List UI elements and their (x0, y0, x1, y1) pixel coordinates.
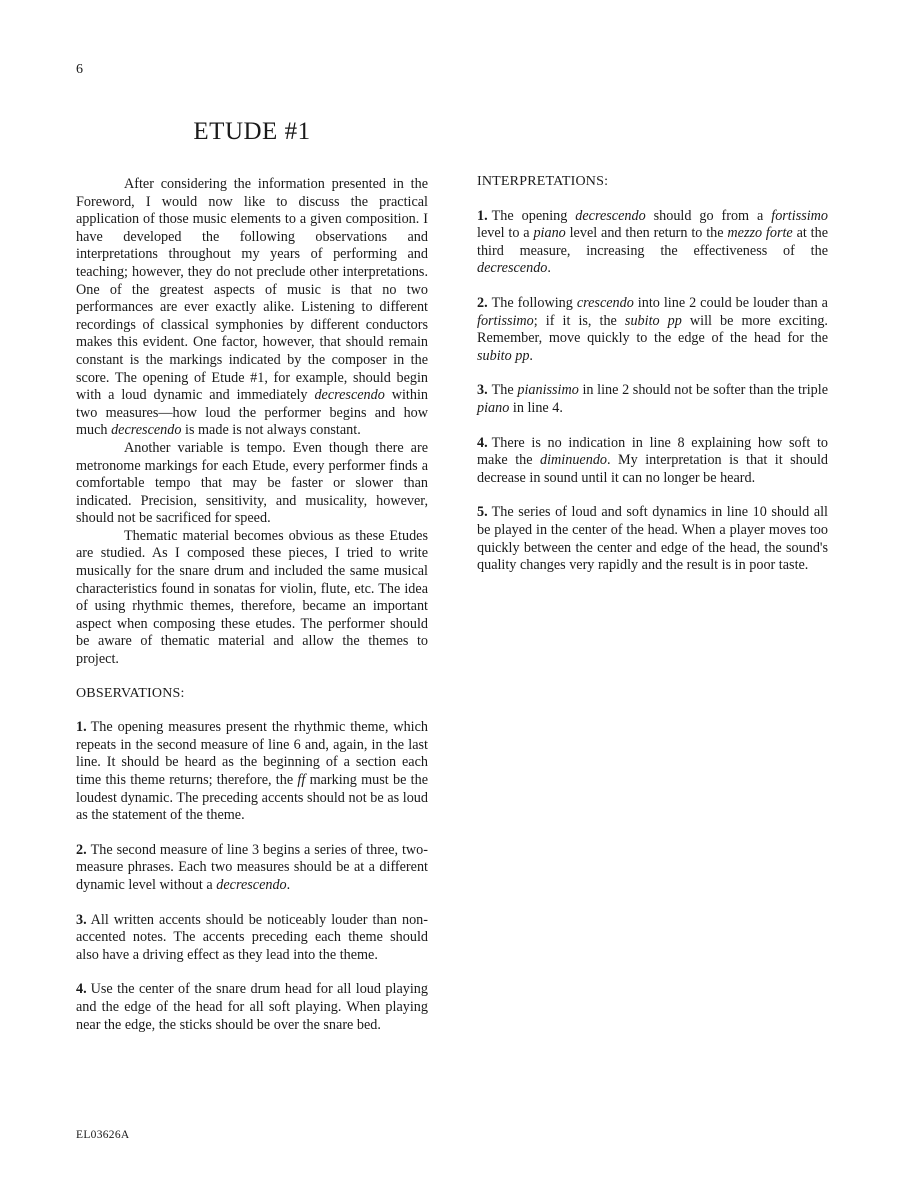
text-run: The opening (491, 207, 576, 224)
interpretation-item (477, 382, 828, 417)
italic-term: mezzo forte (727, 225, 793, 242)
italic-term: decrescendo (111, 422, 182, 439)
left-column (76, 176, 428, 1034)
text-run: should go from a (645, 207, 772, 224)
intro-paragraph (76, 176, 428, 440)
item-number: 5. (477, 504, 488, 521)
italic-term: decrescendo (477, 260, 548, 277)
interpretations-heading: INTERPRETATIONS: (477, 174, 609, 189)
italic-term: piano (533, 225, 566, 242)
text-run: Use the center of the snare drum head for all loud playing and the edge of the head for all soft playing. When playing near the edge, the sticks should be over the snare bed. (76, 981, 428, 1033)
text-run: The series of loud and soft dynamics in line 10 should all be played in the center of the head. When a player moves too quickly between the center and edge of the head, the sound's quality changes very rapidly and the result is in poor taste. (477, 504, 828, 574)
text-run: will be more exciting. Remember, move quickly to the edge of the head for the (477, 312, 828, 347)
text-run: The (491, 382, 518, 399)
item-number: 4. (76, 981, 87, 998)
item-number: 2. (76, 841, 87, 858)
italic-term: piano (477, 399, 510, 416)
text-run: Another variable is tempo. Even though there are metronome markings for each Etude, every performer finds a comfortable tempo that may be faster or slower than indicated. Precision, sensitivity, and musicality, however, should not be sacrificed for speed. (76, 439, 428, 527)
italic-term: fortissimo (771, 207, 829, 224)
observations-list (76, 719, 428, 1034)
text-run: Thematic material becomes obvious as these Etudes are studied. As I composed these pieces, I tried to write musically for the snare drum and included the same musical characteristics found in sonatas for violin, flute, etc. The idea of using rhythmic themes, therefore, became an important aspect when composing these etudes. The performer should be aware of thematic material and allow the themes to project. (76, 527, 428, 668)
observation-item (76, 981, 428, 1034)
text-run: at the third measure, increasing the effectiveness of the (477, 225, 828, 259)
italic-term: ff (297, 772, 306, 788)
italic-term: subito pp (624, 312, 682, 329)
italic-term: subito pp (477, 347, 530, 364)
text-run: All written accents should be noticeably louder than non-accented notes. The accents preceding each theme should also have a driving effect as they lead into the theme. (76, 911, 428, 963)
text-run: . (529, 347, 533, 364)
text-run: . (547, 260, 551, 277)
interpretation-item (477, 295, 828, 365)
observation-item (76, 912, 428, 965)
italic-term: diminuendo (540, 452, 608, 469)
text-run: The following (491, 294, 577, 311)
item-number: 4. (477, 434, 488, 451)
text-run: There is no indication in line 8 explaining how soft to make the (477, 434, 828, 469)
item-number: 1. (76, 719, 87, 736)
text-run: is made is not always constant. (181, 422, 361, 439)
observation-item (76, 842, 428, 895)
interpretations-list (477, 208, 828, 575)
italic-term: decrescendo (575, 207, 646, 224)
italic-term: decrescendo (216, 876, 287, 893)
item-number: 3. (477, 382, 488, 399)
interpretation-item (477, 504, 828, 574)
footer-code: EL03626A (76, 1129, 130, 1141)
text-run: level to a (477, 225, 534, 242)
interpretation-item (477, 435, 828, 488)
text-run: marking must be the loudest dynamic. The preceding accents should not be as loud as the statement of the theme. (76, 772, 428, 824)
text-run: level and then return to the (565, 225, 728, 242)
observations-heading: OBSERVATIONS: (76, 685, 185, 701)
item-number: 3. (76, 911, 87, 928)
text-run: After considering the information presented in the Foreword, I would now like to discuss the practical application of those music elements to a given composition. I have developed the following observations and interpretations throughout my years of performing and teaching; however, they do not preclude other interpretations. One of the greatest aspects of music is that no two performances are ever exactly alike. Listening to different recordings of classical symphonies by different conductors makes this evident. One factor, however, that should remain constant is the markings indicated by the composer in the score. The opening of Etude #1, for example, should begin with a loud dynamic and immediately (76, 176, 428, 404)
right-column (477, 173, 828, 575)
text-run: The opening measures present the rhythmic theme, which repeats in the second measure of line 6 and, again, in the last line. It should be heard as the beginning of a section each time this theme returns; therefore, the (76, 719, 428, 788)
italic-term: crescendo (576, 294, 634, 311)
observation-item (76, 719, 428, 825)
text-run: in line 2 should not be softer than the triple (578, 382, 828, 399)
item-number: 2. (477, 294, 488, 311)
italic-term: decrescendo (314, 387, 385, 404)
text-run: . (286, 876, 291, 893)
italic-term: fortissimo (477, 312, 534, 329)
text-run: ; if it is, the (533, 312, 625, 329)
intro-text (76, 176, 428, 669)
text-run: . My interpretation is that it should decrease in sound until it can no longer be heard. (477, 452, 829, 486)
intro-paragraph (76, 440, 428, 528)
page-number: 6 (76, 62, 83, 77)
text-run: The second measure of line 3 begins a series of three, two-measure phrases. Each two measures should be at a different dynamic level without a (76, 841, 428, 893)
italic-term: pianissimo (517, 382, 579, 399)
page-title: ETUDE #1 (193, 118, 311, 145)
text-run: in line 4. (509, 399, 563, 416)
text-run: into line 2 could be louder than a (633, 294, 828, 311)
text-run: within two measures—how loud the performer begins and how much (76, 387, 428, 439)
interpretation-item (477, 208, 828, 278)
item-number: 1. (477, 207, 488, 224)
intro-paragraph (76, 528, 428, 669)
